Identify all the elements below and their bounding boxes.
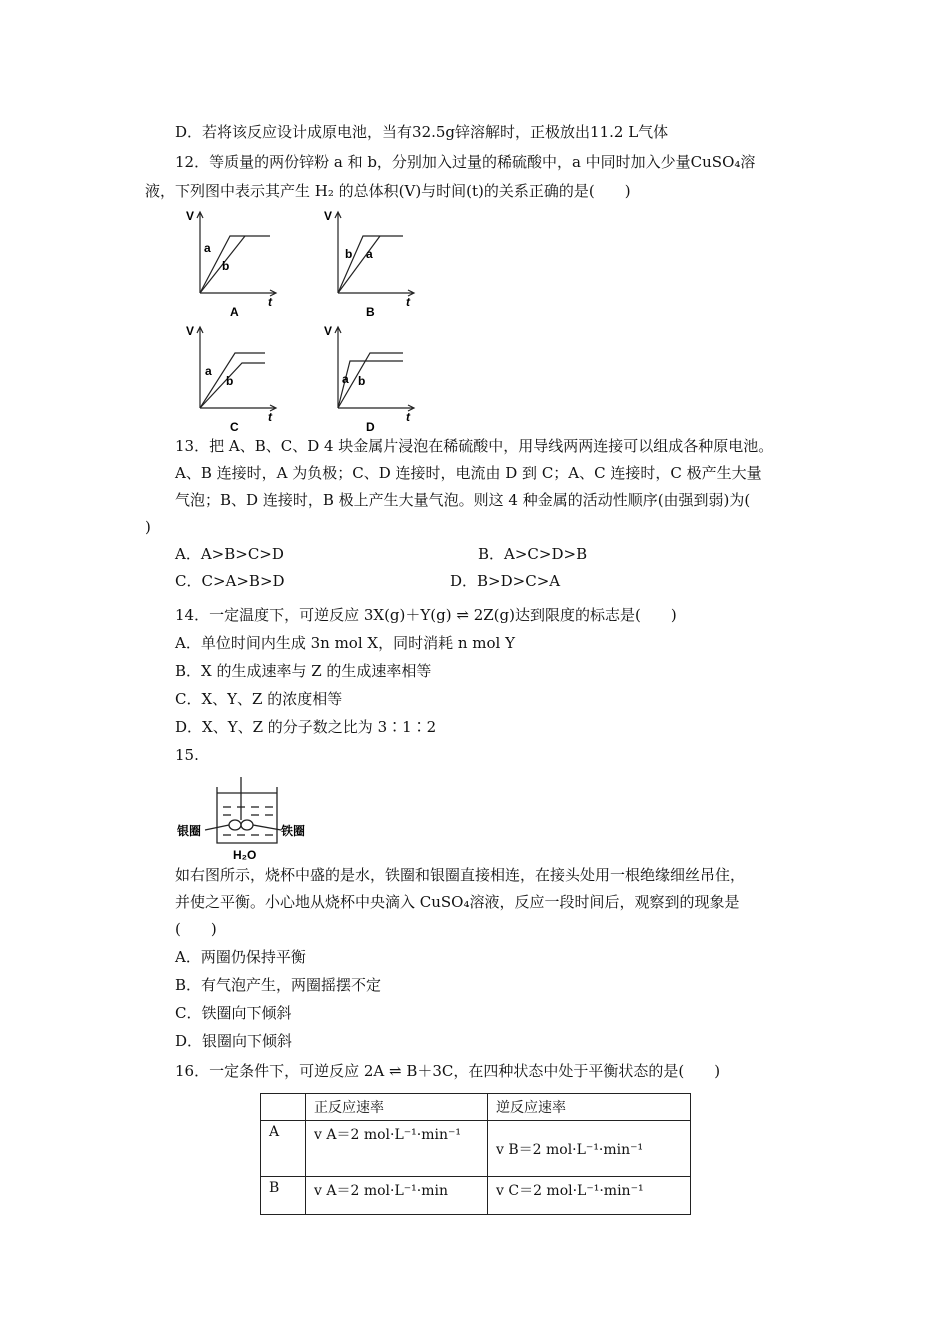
- row-label: A: [261, 1121, 306, 1177]
- curve-a-label: a: [204, 241, 211, 255]
- curve-b-label: b: [226, 374, 234, 388]
- q13-option-a: A．A>B>C>D: [175, 545, 284, 563]
- table-row: [261, 1177, 691, 1215]
- graph-b: [318, 208, 428, 320]
- q12-stem-line2: 液，下列图中表示其产生 H₂ 的总体积(V)与时间(t)的关系正确的是( ): [145, 182, 631, 200]
- graph-caption: C: [230, 420, 239, 434]
- q13-stem-line4: ): [145, 518, 151, 536]
- reverse-rate-header: 逆反应速率: [488, 1094, 691, 1121]
- q14-option-a: A．单位时间内生成 3n mol X，同时消耗 n mol Y: [175, 634, 515, 652]
- q15-option-b: B．有气泡产生，两圈摇摆不定: [175, 976, 382, 994]
- table-header-row: [261, 1094, 691, 1121]
- curve-a-label: a: [342, 372, 349, 386]
- axis-v-label: V: [324, 209, 333, 223]
- q14-option-d: D．X、Y、Z 的分子数之比为 3∶1∶2: [175, 718, 437, 736]
- axis-v-label: V: [324, 324, 333, 338]
- q15-number: 15.: [175, 746, 199, 764]
- axis-t-label: t: [406, 410, 410, 424]
- axis-t-label: t: [268, 295, 272, 309]
- row-label: B: [261, 1177, 306, 1215]
- graph-d: [318, 323, 428, 435]
- graph-caption: A: [230, 305, 239, 319]
- q13-option-b: B．A>C>D>B: [478, 545, 588, 563]
- q16-stem: 16．一定条件下，可逆反应 2A ⇌ B＋3C，在四种状态中处于平衡状态的是( ): [175, 1062, 721, 1080]
- graph-a: [180, 208, 290, 320]
- q13-stem-line3: 气泡；B、D 连接时，B 极上产生大量气泡。则这 4 种金属的活动性顺序(由强到弱)为(: [175, 491, 751, 509]
- rate-table: [260, 1093, 691, 1215]
- q15-option-c: C．铁圈向下倾斜: [175, 1004, 292, 1022]
- q13-stem-line1: 13．把 A、B、C、D 4 块金属片浸泡在稀硫酸中，用导线两两连接可以组成各种原电池。: [175, 437, 774, 455]
- forward-rate-header: 正反应速率: [306, 1094, 488, 1121]
- axis-t-label: t: [406, 295, 410, 309]
- q12-stem-line1: 12．等质量的两份锌粉 a 和 b，分别加入过量的稀硫酸中，a 中同时加入少量CuSO₄溶: [175, 153, 756, 171]
- q11-option-d: D．若将该反应设计成原电池，当有32.5g锌溶解时，正极放出11.2 L气体: [175, 123, 669, 141]
- axis-t-label: t: [268, 410, 272, 424]
- axis-v-label: V: [186, 209, 195, 223]
- curve-b-label: b: [222, 259, 230, 273]
- q15-stem-line3: ( ): [175, 920, 217, 938]
- graph-c: [180, 323, 290, 435]
- water-label: H₂O: [233, 848, 257, 862]
- curve-a-label: a: [205, 364, 212, 378]
- q14-option-b: B．X 的生成速率与 Z 的生成速率相等: [175, 662, 432, 680]
- iron-ring-label: 铁圈: [281, 824, 306, 838]
- graph-caption: B: [366, 305, 375, 319]
- q13-option-c: C．C>A>B>D: [175, 572, 285, 590]
- table-row: [261, 1121, 691, 1177]
- q15-option-a: A．两圈仍保持平衡: [175, 948, 306, 966]
- q14-option-c: C．X、Y、Z 的浓度相等: [175, 690, 343, 708]
- reverse-rate-cell: v B＝2 mol·L⁻¹·min⁻¹: [488, 1121, 691, 1177]
- q15-stem-line1: 如右图所示，烧杯中盛的是水，铁圈和银圈直接相连，在接头处用一根绝缘细丝吊住，: [175, 866, 746, 884]
- reverse-rate-cell: v C＝2 mol·L⁻¹·min⁻¹: [488, 1177, 691, 1215]
- q15-stem-line2: 并使之平衡。小心地从烧杯中央滴入 CuSO₄溶液，反应一段时间后，观察到的现象是: [175, 893, 740, 911]
- q13-stem-line2: A、B 连接时，A 为负极；C、D 连接时，电流由 D 到 C；A、C 连接时，C 极产生大量: [175, 464, 762, 482]
- curve-upper-label: b: [345, 247, 353, 261]
- forward-rate-cell: v A＝2 mol·L⁻¹·min: [306, 1177, 488, 1215]
- forward-rate-cell: v A＝2 mol·L⁻¹·min⁻¹: [306, 1121, 488, 1177]
- silver-ring-label: 银圈: [177, 824, 202, 838]
- q15-option-d: D．银圈向下倾斜: [175, 1032, 293, 1050]
- axis-v-label: V: [186, 324, 195, 338]
- table-corner-cell: [261, 1094, 306, 1121]
- beaker-figure: [175, 775, 315, 865]
- graph-caption: D: [366, 420, 375, 434]
- q13-option-d: D．B>D>C>A: [450, 572, 561, 590]
- curve-b-label: b: [358, 374, 366, 388]
- curve-lower-label: a: [366, 247, 373, 261]
- q14-stem: 14．一定温度下，可逆反应 3X(g)＋Y(g) ⇌ 2Z(g)达到限度的标志是( ): [175, 606, 677, 624]
